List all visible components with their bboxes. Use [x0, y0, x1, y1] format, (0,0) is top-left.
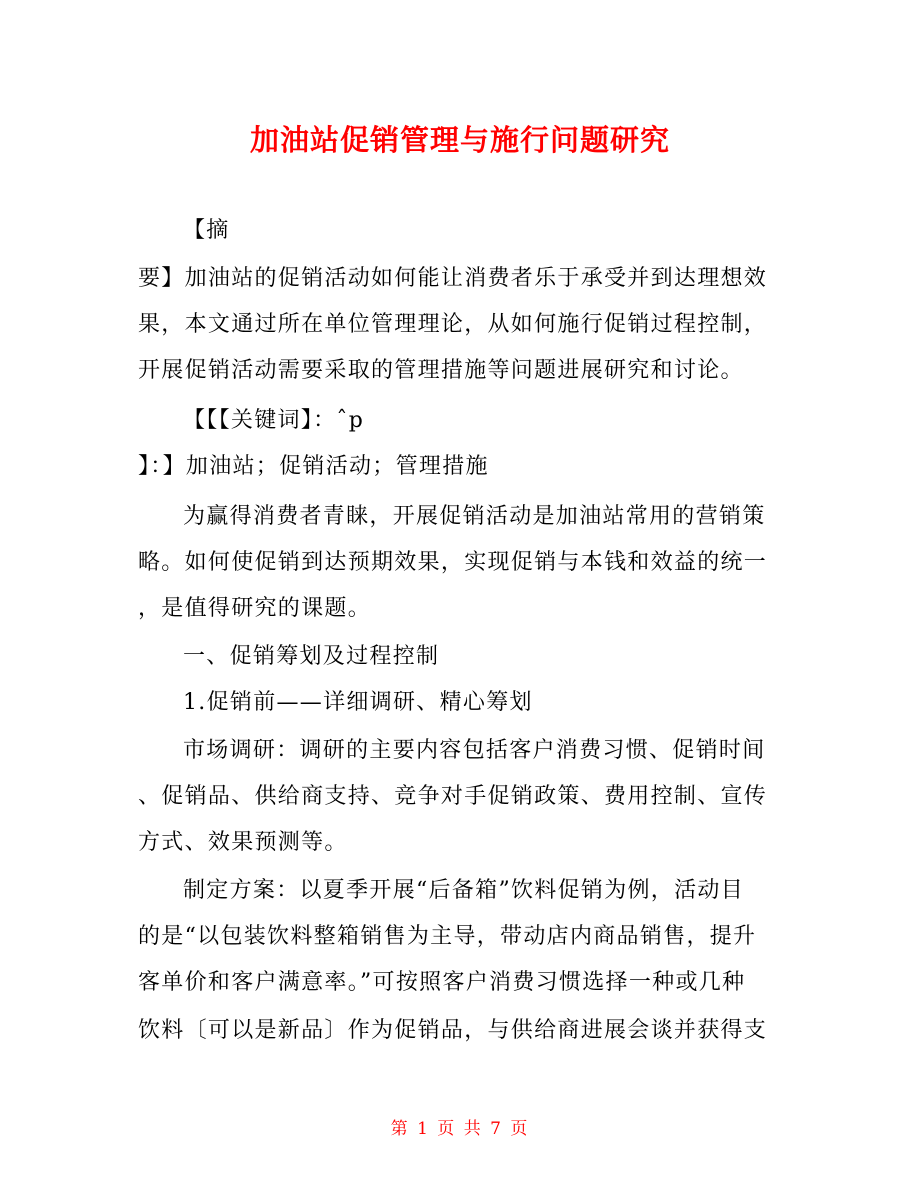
- keywords-line: 】：】加油站；促销活动；管理措施: [138, 454, 489, 479]
- body-paragraph-1-line-2: 略。如何使促销到达预期效果，实现促销与本钱和效益的统一: [138, 550, 768, 575]
- keywords-label-line: 【【【关键词】：ˆp: [183, 408, 365, 433]
- abstract-line-2: 果，本文通过所在单位管理理论，从如何施行促销过程控制，: [138, 312, 768, 337]
- subsection-heading-1: 1.促销前——详细调研、精心筹划: [183, 690, 533, 715]
- market-research-line-1: 市场调研：调研的主要内容包括客户消费习惯、促销时间: [183, 738, 766, 763]
- abstract-label-line: 【摘: [183, 218, 230, 243]
- abstract-line-3: 开展促销活动需要采取的管理措施等问题进展研究和讨论。: [138, 358, 744, 383]
- body-paragraph-1-line-3: ，是值得研究的课题。: [138, 596, 372, 621]
- plan-line-3: 客单价和客户满意率。”可按照客户消费习惯选择一种或几种: [138, 970, 746, 995]
- page-footer: 第 1 页 共 7 页: [390, 1119, 530, 1139]
- body-paragraph-1-line-1: 为赢得消费者青睐，开展促销活动是加油站常用的营销策: [183, 504, 766, 529]
- plan-line-2: 的是“以包装饮料整箱销售为主导，带动店内商品销售，提升: [138, 924, 757, 949]
- section-heading-1: 一、促销筹划及过程控制: [183, 644, 440, 669]
- market-research-line-3: 方式、效果预测等。: [138, 830, 348, 855]
- plan-line-4: 饮料〔可以是新品〕作为促销品，与供给商进展会谈并获得支: [138, 1018, 768, 1043]
- abstract-line-1: 要】加油站的促销活动如何能让消费者乐于承受并到达理想效: [138, 266, 768, 291]
- market-research-line-2: 、促销品、供给商支持、竞争对手促销政策、费用控制、宣传: [138, 784, 768, 809]
- page-title: 加油站促销管理与施行问题研究: [249, 123, 670, 157]
- plan-line-1: 制定方案：以夏季开展“后备箱”饮料促销为例，活动目: [183, 878, 744, 903]
